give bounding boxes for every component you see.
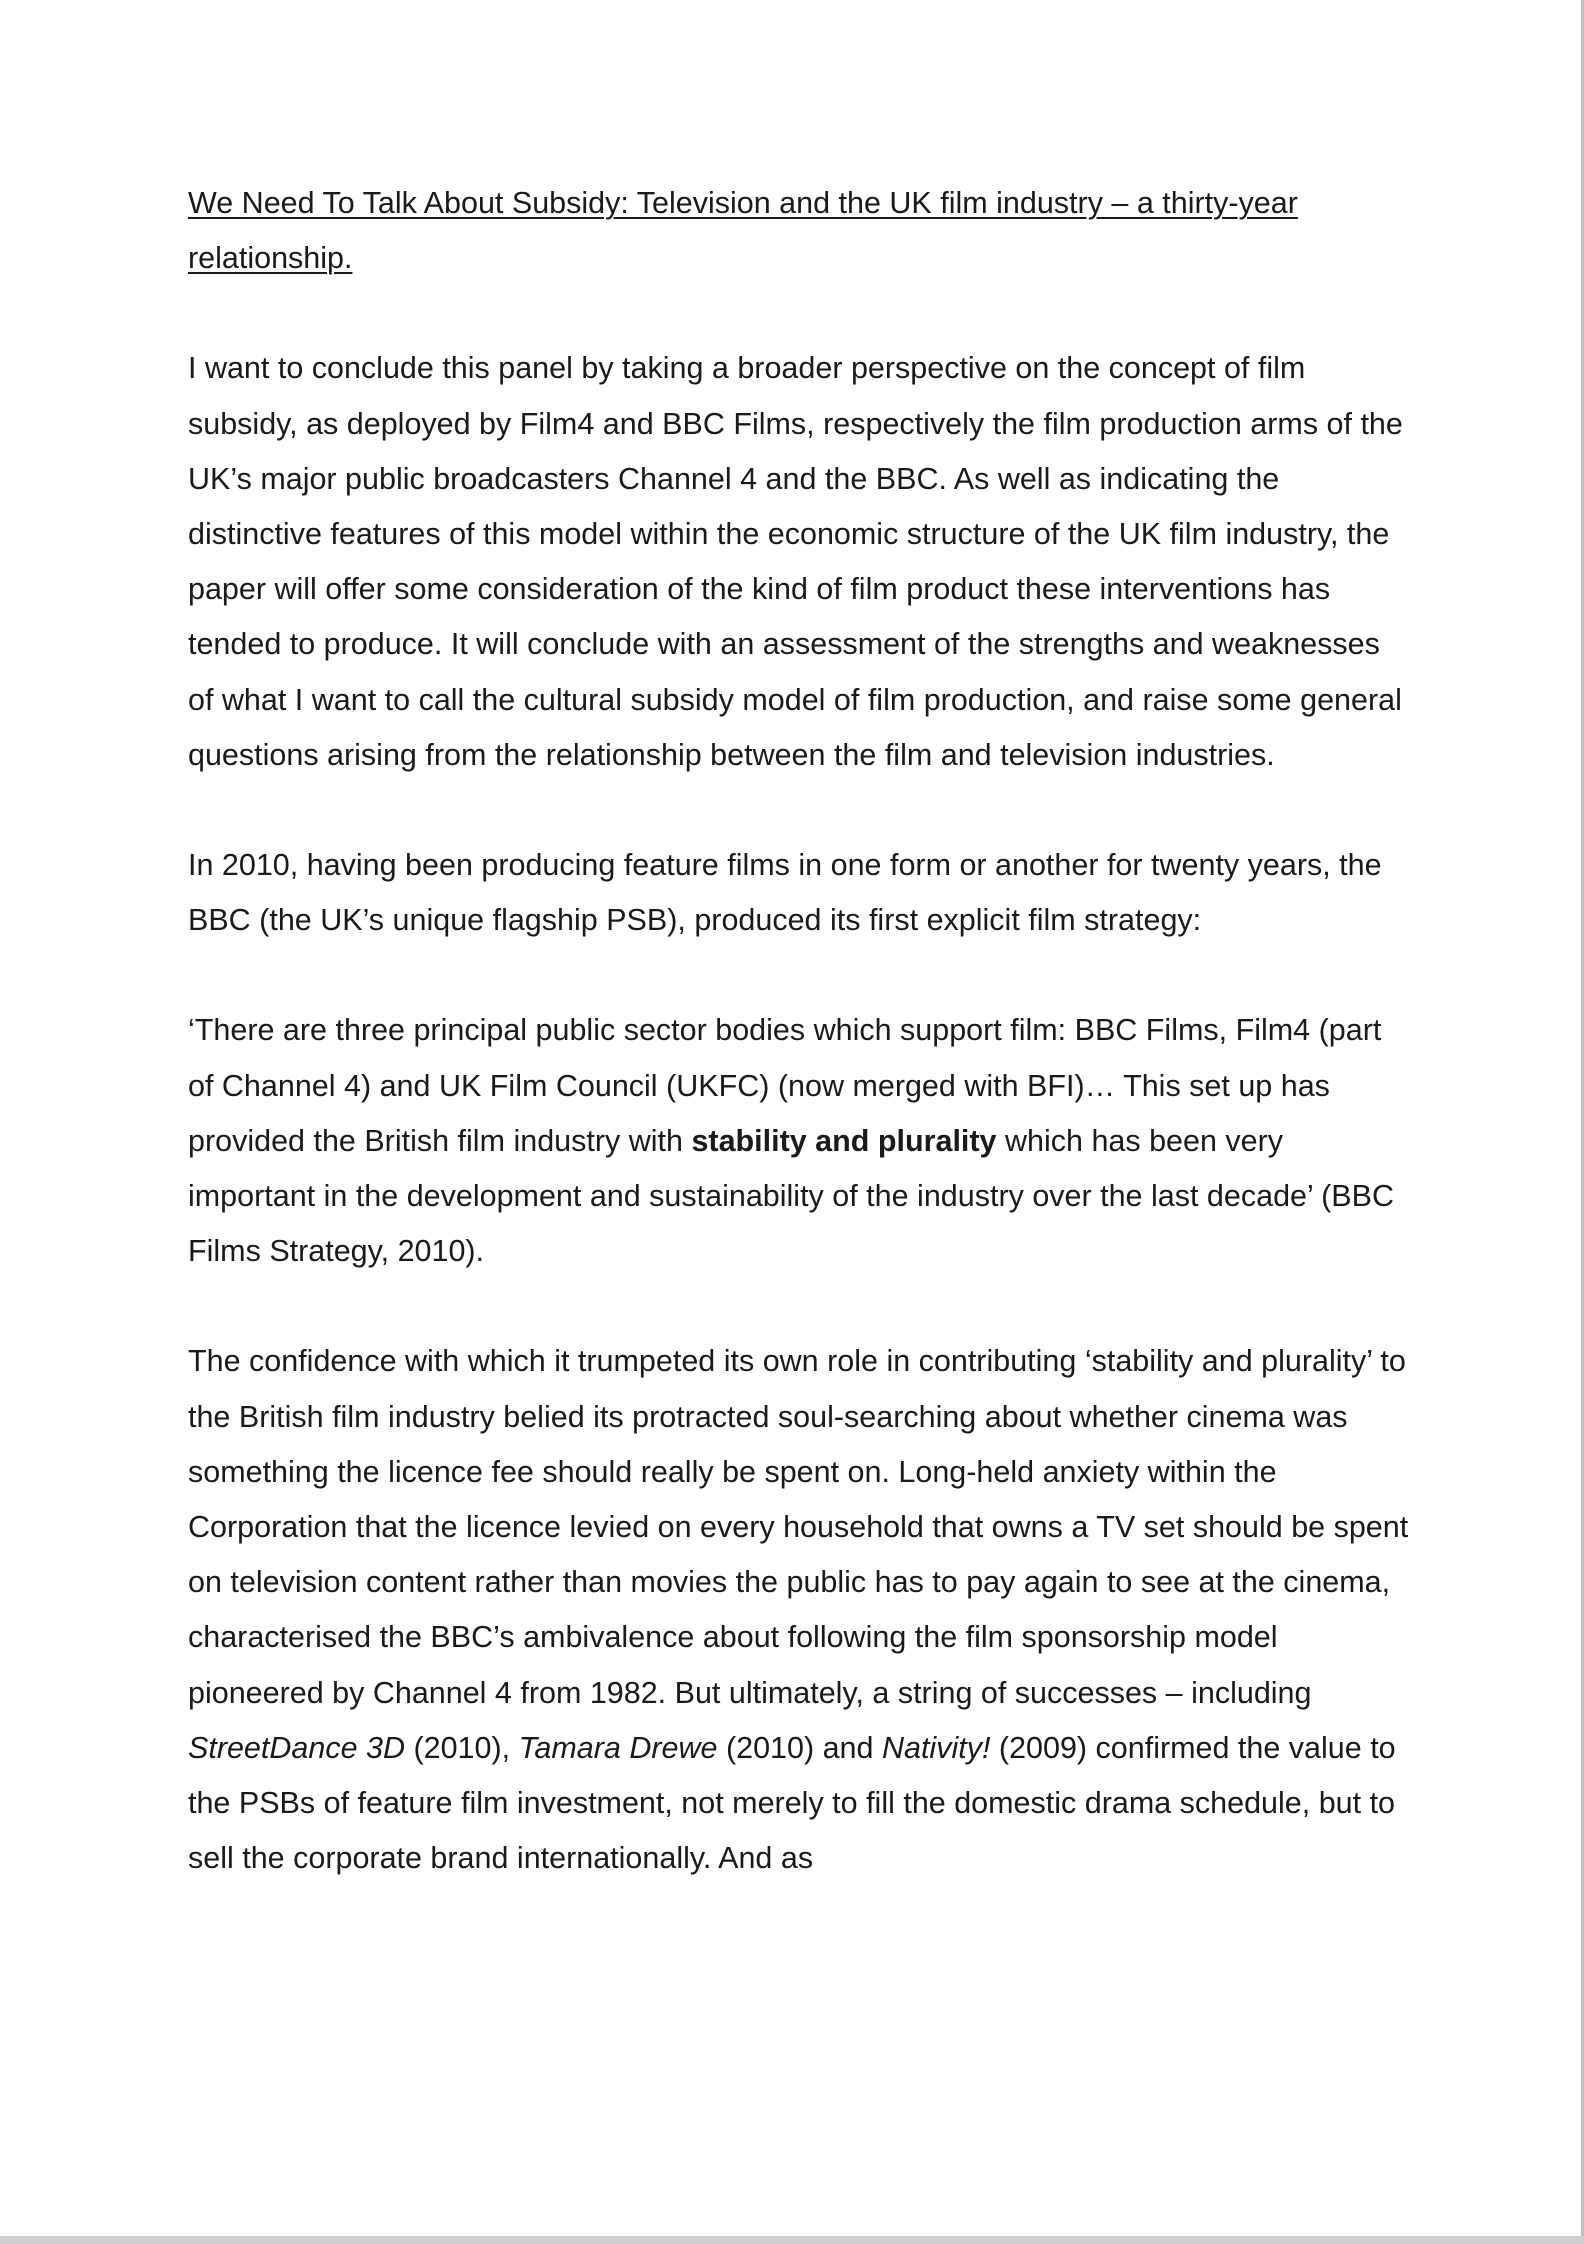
confidence-text-1: The confidence with which it trumpeted its own role in contributing ‘stability and plurality’ to the British film industry belied its protracted soul-searching about whether cinema was something the licence fee should really be spent on. Long-held anxiety within the Corporation that the licence levied on every household that owns a TV set should be spent on television content rather than movies the public has to pay again to see at the cinema, characterised the BBC’s ambivalence about following the film sponsorship model pioneered by Channel 4 from 1982. But ultimately, a string of successes – including [188, 1344, 1409, 1710]
confidence-text-2: (2010), [405, 1730, 519, 1765]
paragraph-confidence [188, 1334, 1410, 1886]
document-title: We Need To Talk About Subsidy: Television and the UK film industry – a thirty-year relationship. [188, 186, 1298, 276]
film-title-nativity: Nativity! [881, 1730, 991, 1765]
quote-bold-phrase: stability and plurality [691, 1123, 997, 1158]
quote-text-start: ‘There are three principal public sector bodies which support film: BBC Films, Film4 (part of Channel 4) and UK Film Council (UKFC) (now merged with BFI)… This set up has provided the British film industry with [188, 1013, 1382, 1158]
document-body [188, 176, 1410, 1941]
paragraph-intro: I want to conclude this panel by taking a broader perspective on the concept of film subsidy, as deployed by Film4 and BBC Films, respectively the film production arms of the UK’s major public broadcasters Channel 4 and the BBC. As well as indicating the distinctive features of this model within the economic structure of the UK film industry, the paper will offer some consideration of the kind of film product these interventions has tended to produce. It will conclude with an assessment of the strengths and weaknesses of what I want to call the cultural subsidy model of film production, and raise some general questions arising from the relationship between the film and television industries. [188, 351, 1403, 772]
page-edge-bottom [0, 2236, 1584, 2244]
quote-text-end: which has been very important in the development and sustainability of the industry over the last decade’ (BBC Films Strategy, 2010). [188, 1123, 1394, 1269]
film-title-tamara-drewe: Tamara Drewe [518, 1730, 718, 1765]
film-title-streetdance: StreetDance 3D [188, 1730, 405, 1765]
paragraph-quote [188, 1003, 1410, 1279]
paragraph-bbc-strategy: In 2010, having been producing feature films in one form or another for twenty years, the BBC (the UK’s unique flagship PSB), produced its first explicit film strategy: [188, 848, 1382, 938]
confidence-text-3: (2010) and [717, 1730, 882, 1765]
confidence-text-4: (2009) confirmed the value to the PSBs of feature film investment, not merely to fill the domestic drama schedule, but to sell the corporate brand internationally. And as [188, 1730, 1396, 1876]
